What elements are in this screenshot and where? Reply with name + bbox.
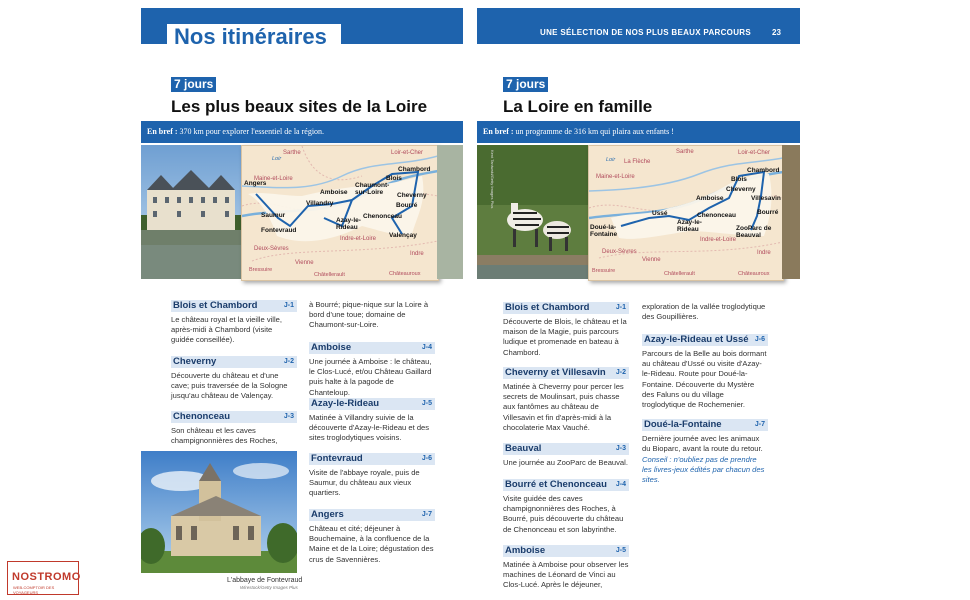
day-block <box>309 342 435 398</box>
tip-text: Conseil : n'oubliez pas de prendre les livres-jeux édités par chacun des sites. <box>642 455 765 485</box>
map-label: Bressuire <box>592 268 616 274</box>
day-block <box>171 411 297 446</box>
photo-credit-right: Kent Taniwaki/Getty Images Plus <box>490 150 495 209</box>
photo-caption: L'abbaye de Fontevraud <box>227 577 303 584</box>
map-label: Cheverny <box>397 192 427 199</box>
day-description: Dernière journée avec les animaux du Bioparc, avant la route du retour. <box>642 434 763 454</box>
map-label: Chenonceau <box>697 212 737 219</box>
header-band-right <box>477 8 800 44</box>
logo-tagline: WEB-COMPTOIR DES VOYAGEURS <box>13 585 55 595</box>
brief-text-right: un programme de 316 km qui plaira aux enfants ! <box>513 127 674 136</box>
map-label: Amboise <box>320 189 348 196</box>
day-description: Son château et les caves champignonnières des Roches, <box>171 426 278 446</box>
map-label: Vienne <box>295 260 314 266</box>
day-description: Une journée à Amboise : le château, le Clos-Lucé, et/ou Château Gaillard puis halte à la pagode de Chanteloup. <box>309 357 432 397</box>
nostromo-logo <box>7 561 79 595</box>
brief-text-left: 370 km pour explorer l'essentiel de la région. <box>177 127 325 136</box>
map-label: Angers <box>244 180 267 187</box>
map-label: Sarthe <box>283 150 301 156</box>
map-label: Blois <box>731 176 747 183</box>
day-block <box>171 356 297 402</box>
map-label: Azay-le-Rideau <box>677 219 702 233</box>
day-description: Visite de l'abbaye royale, puis de Saumur, du château aux vieux quartiers. <box>309 468 420 498</box>
day-heading: Chenonceau J-3 <box>171 411 297 423</box>
brief-bar-right <box>477 121 800 143</box>
map-label: La Flèche <box>624 159 651 165</box>
day-heading: Cheverny J-2 <box>171 356 297 368</box>
running-head: UNE SÉLECTION DE NOS PLUS BEAUX PARCOURS <box>540 28 751 37</box>
day-heading: Blois et Chambord J-1 <box>503 302 629 314</box>
day-heading: Beauval J-3 <box>503 443 629 455</box>
map-label: Indre <box>757 250 771 256</box>
map-label: Indre-et-Loire <box>700 237 737 243</box>
day-heading: Blois et Chambord J-1 <box>171 300 297 312</box>
day-description: Découverte de Blois, le château et la maison de la Magie, puis parcours ludique et promenade en bateau à Chambord. <box>503 317 627 357</box>
page-number: 23 <box>772 28 781 37</box>
day-heading: Amboise J-5 <box>503 545 629 557</box>
day-heading: Angers J-7 <box>309 509 435 521</box>
brief-bar-left <box>141 121 463 143</box>
map-label: Châtellerault <box>314 272 345 278</box>
map-label: ZooParc de Beauval <box>736 225 772 239</box>
photo-credit: Wirestock/Getty Images Plus <box>240 585 298 590</box>
day-heading: Azay-le-Rideau J-5 <box>309 398 435 410</box>
map-label: Loir <box>272 156 282 162</box>
map-label: Chenonceau <box>363 213 403 220</box>
map-label: Bressuire <box>249 267 273 273</box>
continued-text: exploration de la vallée troglodytique des Goupillières. <box>642 302 766 322</box>
day-block <box>309 509 435 565</box>
map-label: Ussé <box>652 210 668 217</box>
map-label: Châtellerault <box>664 271 695 277</box>
map-label: Châteauroux <box>389 271 421 277</box>
day-block <box>503 479 629 535</box>
day-description: Visite guidée des caves champignonnières des Roches, à Bourré, puis découverte du château de Chenonceau et son labyrinthe. <box>503 494 624 534</box>
map-label: Azay-le-Rideau <box>336 217 361 231</box>
map-label: Amboise <box>696 195 724 202</box>
duration-tag-left: 7 jours <box>171 77 216 92</box>
map-label: Bourré <box>757 209 779 216</box>
photo-strip-right <box>782 145 800 279</box>
day-description: Matinée à Villandry suivie de la découverte d'Azay-le-Rideau et des sites troglodytiques voisins. <box>309 413 430 443</box>
map-label: Loir-et-Cher <box>391 150 424 156</box>
map-label: Châteauroux <box>738 271 770 277</box>
map-label: Chambord <box>747 167 780 174</box>
map-label: Loir <box>606 157 616 163</box>
day-block <box>171 300 297 346</box>
day-heading: Fontevraud J-6 <box>309 453 435 465</box>
day-block <box>503 545 629 591</box>
day-block <box>309 398 435 444</box>
day-description: Découverte du château et d'une cave; puis traversée de la Sologne jusqu'au château de Valençay. <box>171 371 288 401</box>
photo-strip-left <box>437 145 463 279</box>
day-description: Le château royal et la vieille ville, après-midi à Chambord (visite guidée conseillée). <box>171 315 283 345</box>
day-block <box>309 453 435 499</box>
day-heading: Doué-la-Fontaine J-7 <box>642 419 768 431</box>
section-title: Nos itinéraires <box>174 24 327 49</box>
itinerary-title-right: La Loire en famille <box>503 97 653 116</box>
continued-text: à Bourré; pique-nique sur la Loire à bord d'une toue; domaine de Chaumont-sur-Loire. <box>309 300 429 330</box>
day-description: Matinée à Amboise pour observer les machines de Léonard de Vinci au Clos-Lucé. Après le déjeuner, <box>503 560 629 590</box>
map-label: Indre <box>410 251 424 257</box>
map-label: Maine-et-Loire <box>596 174 635 180</box>
map-label: Doué-la-Fontaine <box>590 224 618 238</box>
day-description: Parcours de la Belle au bois dormant au château d'Ussé ou visite d'Azay-le-Rideau. Route pour Doué-la-Fontaine. Découverte du Mystère des Faluns ou du village troglodytique de Rochemenier. <box>642 349 767 410</box>
day-heading: Amboise J-4 <box>309 342 435 354</box>
brief-label-left: En bref : <box>147 127 178 136</box>
day-heading: Bourré et Chenonceau J-4 <box>503 479 629 491</box>
map-label: Valençay <box>389 232 417 239</box>
map-label: Saumur <box>261 212 286 219</box>
map-label: Bourré <box>396 202 418 209</box>
map-label: Chaumont-sur-Loire <box>355 182 390 196</box>
map-label: Indre-et-Loire <box>340 236 377 242</box>
day-heading: Azay-le-Rideau et Ussé J-6 <box>642 334 768 346</box>
photo-abbey <box>141 451 297 573</box>
map-label: Fontevraud <box>261 227 297 234</box>
day-block <box>503 443 629 468</box>
logo-name: NOSTROMO <box>12 571 81 583</box>
itinerary-title-left: Les plus beaux sites de la Loire <box>171 97 428 116</box>
day-heading: Cheverny et Villesavin J-2 <box>503 367 629 379</box>
map-label: Villesavin <box>751 195 781 202</box>
brief-label-right: En bref : <box>483 127 514 136</box>
photo-chateau <box>141 145 241 279</box>
map-label: Villandry <box>306 200 334 207</box>
day-block <box>503 367 629 433</box>
map-label: Deux-Sèvres <box>602 249 637 255</box>
map-label: Chambord <box>398 166 431 173</box>
map-label: Blois <box>386 175 402 182</box>
day-description: Une journée au ZooParc de Beauval. <box>503 458 628 467</box>
day-block <box>642 334 768 410</box>
day-block <box>503 302 629 358</box>
map-label: Loir-et-Cher <box>738 150 771 156</box>
map-label: Deux-Sèvres <box>254 246 289 252</box>
day-description: Matinée à Cheverny pour percer les secrets de Moulinsart, puis chasse aux fantômes au château de Villesavin et fin d'après-midi à la chocolaterie Max Vauché. <box>503 382 624 432</box>
day-block <box>642 419 768 454</box>
map-label: Sarthe <box>676 149 694 155</box>
map-label: Maine-et-Loire <box>254 176 293 182</box>
map-label: Cheverny <box>726 186 756 193</box>
map-label: Vienne <box>642 257 661 263</box>
day-description: Château et cité; déjeuner à Bouchemaine, à la confluence de la Maine et de la Loire; dégustation des crus de Savennières. <box>309 524 434 564</box>
route-map-right <box>588 145 784 281</box>
duration-tag-right: 7 jours <box>503 77 548 92</box>
